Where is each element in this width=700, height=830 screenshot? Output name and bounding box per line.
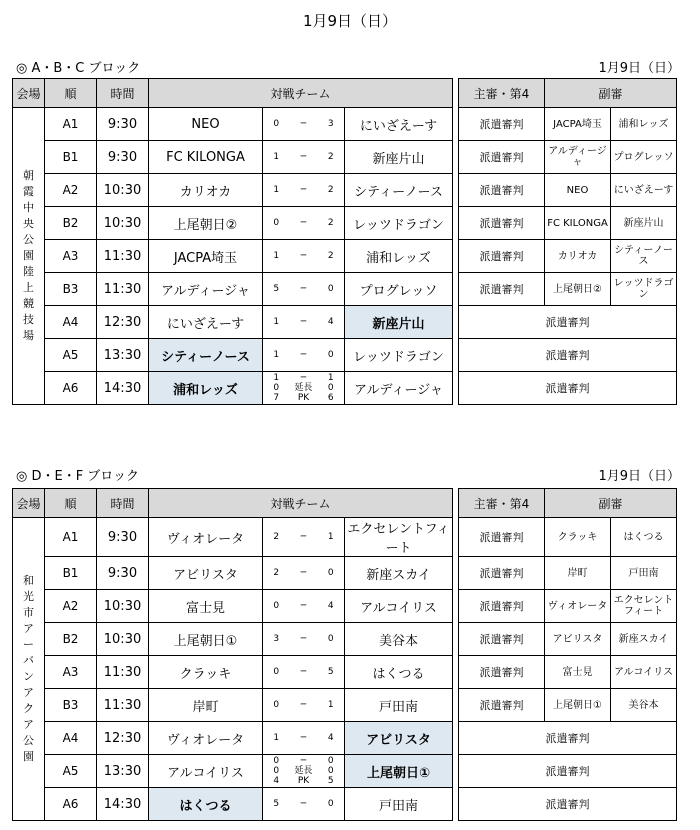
venue-name [13,108,45,405]
assistant-referee-2: プログレッソ [611,141,677,174]
home-team: クラッキ [149,656,263,689]
match-number: A6 [45,788,97,821]
home-score: 1 [263,722,290,755]
home-team: 浦和レッズ [149,372,263,405]
score-separator: ─ [290,518,318,557]
kickoff-time: 10:30 [97,623,149,656]
table-row [13,788,677,821]
kickoff-time: 13:30 [97,339,149,372]
main-referee: 派遣審判 [459,623,545,656]
away-team: 浦和レッズ [345,240,453,273]
away-score-part-2: 5 [327,776,334,786]
assistant-referee-1: FC KILONGA [545,207,611,240]
away-team: アルディージャ [345,372,453,405]
assistant-referee-1: JACPA埼玉 [545,108,611,141]
away-score [318,755,345,788]
away-score [318,372,345,405]
match-number: A4 [45,722,97,755]
home-team: ヴィオレータ [149,518,263,557]
main-referee: 派遣審判 [459,273,545,306]
home-team: カリオカ [149,174,263,207]
home-score: 0 [263,656,290,689]
score-separator: ─ [290,141,318,174]
block-title-abc: ◎ A・B・C ブロック [16,61,141,76]
main-referee: 派遣審判 [459,518,545,557]
away-team: アルコイリス [345,590,453,623]
schedule-table-def [12,488,677,821]
kickoff-time: 9:30 [97,108,149,141]
away-score: 4 [318,306,345,339]
home-score: 0 [263,108,290,141]
header-main-referee: 主審・第4 [459,79,545,108]
assistant-referee-2: 浦和レッズ [611,108,677,141]
venue-name [13,518,45,821]
home-team: 上尾朝日② [149,207,263,240]
home-score-part-2: 7 [273,393,280,403]
assistant-referee-2: はくつる [611,518,677,557]
score-separator: ─ [290,240,318,273]
score-separator: ─ [290,788,318,821]
header-assistant-referee: 副審 [545,489,677,518]
main-referee: 派遣審判 [459,207,545,240]
header-main-referee: 主審・第4 [459,489,545,518]
block-title-def: ◎ D・E・F ブロック [16,469,140,484]
separator-part-1: 延長 [294,383,313,393]
kickoff-time: 14:30 [97,788,149,821]
table-row [13,656,677,689]
away-score: 2 [318,240,345,273]
away-team: エクセレントフィート [345,518,453,557]
main-referee: 派遣審判 [459,108,545,141]
away-score-part-1: 0 [327,383,334,393]
header-time: 時間 [97,489,149,518]
assistant-referee-1: クラッキ [545,518,611,557]
table-row [13,207,677,240]
home-score: 1 [263,141,290,174]
assistant-referee-1: 富士見 [545,656,611,689]
assistant-referee-1: 岸町 [545,557,611,590]
home-team: NEO [149,108,263,141]
home-score: 0 [263,590,290,623]
assistant-referee-2: レッツドラゴン [611,273,677,306]
kickoff-time: 11:30 [97,273,149,306]
away-score: 0 [318,339,345,372]
score-separator [290,372,318,405]
referee-assignment: 派遣審判 [459,722,677,755]
header-venue: 会場 [13,79,45,108]
home-score: 1 [263,306,290,339]
kickoff-time: 9:30 [97,557,149,590]
assistant-referee-2: にいざえーす [611,174,677,207]
kickoff-time: 10:30 [97,174,149,207]
score-separator: ─ [290,306,318,339]
away-team: 新座スカイ [345,557,453,590]
match-number: A1 [45,108,97,141]
table-row [13,108,677,141]
venue-label: 和光市アーバンアクア公園 [23,574,34,763]
header-venue: 会場 [13,489,45,518]
block-date-abc: 1月9日（日） [598,61,680,76]
separator-part-0: ─ [300,373,307,383]
kickoff-time: 9:30 [97,518,149,557]
header-assistant-referee: 副審 [545,79,677,108]
score-separator: ─ [290,590,318,623]
match-number: A5 [45,755,97,788]
score-separator: ─ [290,557,318,590]
assistant-referee-2: 新座片山 [611,207,677,240]
home-team: アビリスタ [149,557,263,590]
assistant-referee-2: エクセレントフィート [611,590,677,623]
home-team: FC KILONGA [149,141,263,174]
match-number: B3 [45,689,97,722]
main-referee: 派遣審判 [459,656,545,689]
away-score: 4 [318,722,345,755]
kickoff-time: 11:30 [97,656,149,689]
match-number: A5 [45,339,97,372]
away-score: 2 [318,174,345,207]
assistant-referee-2: 新座スカイ [611,623,677,656]
home-score: 3 [263,623,290,656]
away-team: 新座片山 [345,141,453,174]
away-score: 2 [318,141,345,174]
away-score-part-2: 6 [327,393,334,403]
schedule-table-abc [12,78,677,405]
away-score: 0 [318,788,345,821]
home-team: ヴィオレータ [149,722,263,755]
kickoff-time: 9:30 [97,141,149,174]
main-referee: 派遣審判 [459,689,545,722]
match-number: A3 [45,240,97,273]
kickoff-time: 11:30 [97,240,149,273]
score-separator: ─ [290,623,318,656]
home-team: はくつる [149,788,263,821]
home-team: アルディージャ [149,273,263,306]
assistant-referee-1: 上尾朝日① [545,689,611,722]
referee-assignment: 派遣審判 [459,339,677,372]
away-score: 3 [318,108,345,141]
home-team: にいざえーす [149,306,263,339]
main-referee: 派遣審判 [459,240,545,273]
assistant-referee-2: 美谷本 [611,689,677,722]
block-date-def: 1月9日（日） [598,469,680,484]
header-teams: 対戦チーム [149,79,453,108]
home-score: 1 [263,240,290,273]
away-score: 0 [318,557,345,590]
separator-part-0: ─ [300,756,307,766]
score-separator: ─ [290,207,318,240]
home-score: 5 [263,788,290,821]
table-row [13,306,677,339]
match-number: A3 [45,656,97,689]
away-team: はくつる [345,656,453,689]
away-team: にいざえーす [345,108,453,141]
match-number: B3 [45,273,97,306]
referee-assignment: 派遣審判 [459,755,677,788]
table-row [13,755,677,788]
away-team: 新座片山 [345,306,453,339]
away-team: 美谷本 [345,623,453,656]
home-team: JACPA埼玉 [149,240,263,273]
away-score-part-0: 0 [327,756,334,766]
home-team: 岸町 [149,689,263,722]
home-team: シティーノース [149,339,263,372]
match-number: A4 [45,306,97,339]
away-score: 4 [318,590,345,623]
table-row [13,141,677,174]
assistant-referee-1: アビリスタ [545,623,611,656]
kickoff-time: 10:30 [97,207,149,240]
header-teams: 対戦チーム [149,489,453,518]
away-score: 0 [318,623,345,656]
home-score [263,755,290,788]
home-score-part-1: 0 [273,766,280,776]
main-referee: 派遣審判 [459,590,545,623]
home-score: 2 [263,557,290,590]
main-referee: 派遣審判 [459,141,545,174]
score-separator: ─ [290,108,318,141]
home-score: 2 [263,518,290,557]
away-score: 1 [318,518,345,557]
away-team: シティーノース [345,174,453,207]
separator-part-1: 延長 [294,766,313,776]
table-row [13,273,677,306]
table-row [13,722,677,755]
main-referee: 派遣審判 [459,174,545,207]
home-score-part-1: 0 [273,383,280,393]
table-row [13,174,677,207]
home-score-part-2: 4 [273,776,280,786]
match-number: B2 [45,623,97,656]
kickoff-time: 11:30 [97,689,149,722]
assistant-referee-2: シティーノース [611,240,677,273]
table-row [13,557,677,590]
home-score [263,372,290,405]
away-score: 1 [318,689,345,722]
home-score: 5 [263,273,290,306]
table-row [13,590,677,623]
home-team: アルコイリス [149,755,263,788]
home-team: 富士見 [149,590,263,623]
table-row [13,689,677,722]
score-separator: ─ [290,656,318,689]
match-number: A2 [45,174,97,207]
match-number: B2 [45,207,97,240]
score-separator: ─ [290,689,318,722]
score-separator: ─ [290,722,318,755]
table-row [13,518,677,557]
assistant-referee-1: カリオカ [545,240,611,273]
home-score: 1 [263,339,290,372]
match-number: B1 [45,557,97,590]
away-team: アビリスタ [345,722,453,755]
away-team: 上尾朝日① [345,755,453,788]
home-team: 上尾朝日① [149,623,263,656]
away-score: 5 [318,656,345,689]
away-team: レッツドラゴン [345,339,453,372]
assistant-referee-1: 上尾朝日② [545,273,611,306]
table-row [13,240,677,273]
away-team: プログレッソ [345,273,453,306]
match-number: B1 [45,141,97,174]
match-number: A6 [45,372,97,405]
kickoff-time: 14:30 [97,372,149,405]
kickoff-time: 13:30 [97,755,149,788]
assistant-referee-1: ヴィオレータ [545,590,611,623]
score-separator: ─ [290,273,318,306]
assistant-referee-1: アルディージャ [545,141,611,174]
header-time: 時間 [97,79,149,108]
table-row [13,623,677,656]
home-score-part-0: 1 [273,373,280,383]
score-separator: ─ [290,174,318,207]
home-score: 0 [263,207,290,240]
page-title: 1月9日（日） [302,12,398,30]
header-order: 順 [45,489,97,518]
header-order: 順 [45,79,97,108]
score-separator: ─ [290,339,318,372]
away-score-part-1: 0 [327,766,334,776]
referee-assignment: 派遣審判 [459,788,677,821]
referee-assignment: 派遣審判 [459,372,677,405]
home-score: 0 [263,689,290,722]
match-number: A1 [45,518,97,557]
away-team: 戸田南 [345,788,453,821]
table-row [13,372,677,405]
assistant-referee-1: NEO [545,174,611,207]
venue-label: 朝霞中央公園陸上競技場 [23,169,34,342]
referee-assignment: 派遣審判 [459,306,677,339]
away-score-part-0: 1 [327,373,334,383]
match-number: A2 [45,590,97,623]
assistant-referee-2: 戸田南 [611,557,677,590]
away-score: 0 [318,273,345,306]
home-score: 1 [263,174,290,207]
away-team: 戸田南 [345,689,453,722]
assistant-referee-2: アルコイリス [611,656,677,689]
separator-part-2: PK [297,776,310,786]
separator-part-2: PK [297,393,310,403]
main-referee: 派遣審判 [459,557,545,590]
away-score: 2 [318,207,345,240]
away-team: レッツドラゴン [345,207,453,240]
table-row [13,339,677,372]
kickoff-time: 12:30 [97,306,149,339]
home-score-part-0: 0 [273,756,280,766]
score-separator [290,755,318,788]
kickoff-time: 12:30 [97,722,149,755]
kickoff-time: 10:30 [97,590,149,623]
